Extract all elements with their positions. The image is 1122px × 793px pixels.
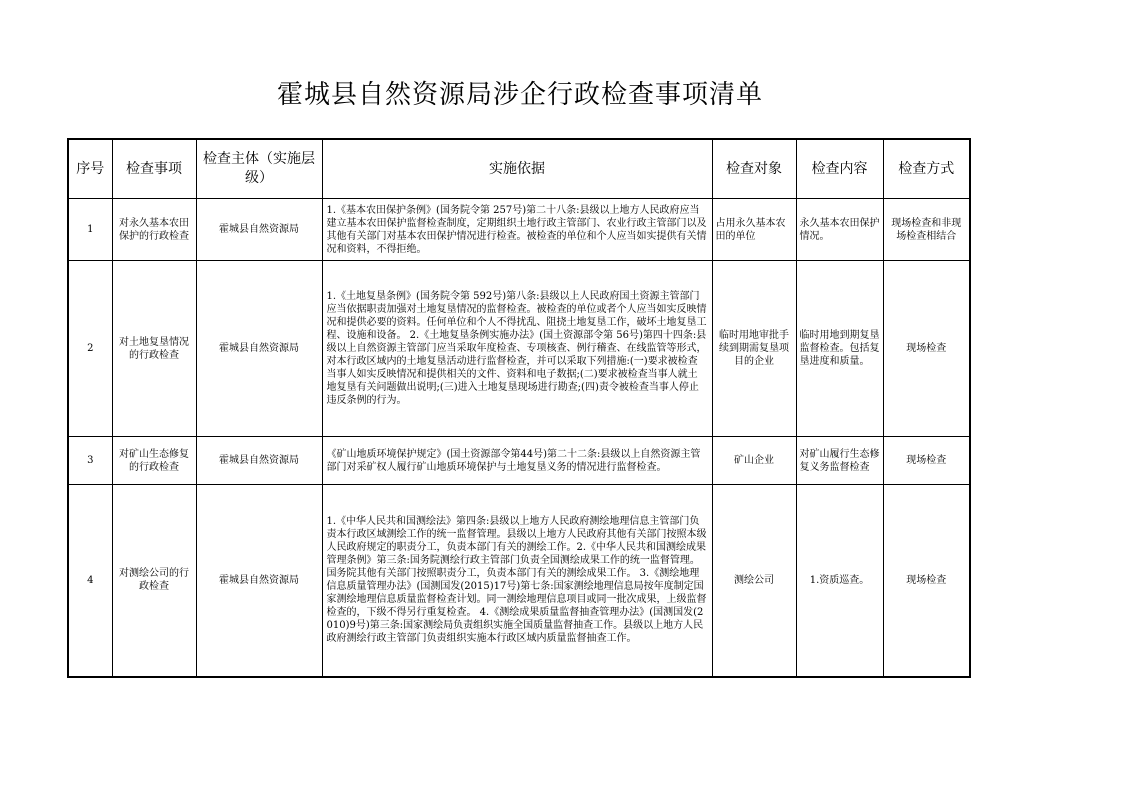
cell-no: 4 [68,485,112,677]
cell-target: 测绘公司 [712,485,796,677]
cell-subject: 霍城县自然资源局 [196,485,322,677]
cell-no: 2 [68,261,112,437]
table-row [68,261,970,437]
page-title: 霍城县自然资源局涉企行政检查事项清单 [276,80,763,110]
cell-content: 1.资质巡查。 [796,485,883,677]
cell-item: 对永久基本农田保护的行政检查 [112,199,196,261]
cell-subject: 霍城县自然资源局 [196,261,322,437]
table-row [68,199,970,261]
cell-method: 现场检查 [883,485,970,677]
inspection-table [67,138,971,678]
cell-item: 对测绘公司的行政检查 [112,485,196,677]
cell-method: 现场检查和非现场检查相结合 [883,199,970,261]
cell-content: 对矿山履行生态修复义务监督检查 [796,437,883,485]
cell-item: 对土地复垦情况的行政检查 [112,261,196,437]
cell-basis: 1.《土地复垦条例》(国务院令第 592号)第八条:县级以上人民政府国土资源主管部门应当依据职责加强对土地复垦情况的监督检查。被检查的单位或者个人应当如实反映情况和提供必要的资料。任何单位和个人不得扰乱、阻挠土地复垦工作，破坏土地复垦工程、设施和设备。 2.《土地复垦条例实施办法》(国土资源部令第 56号)第四十四条:县级以上自然资源主管部门应当采取年度检查、专项核查、例行稽查、在线监管等形式，对本行政区域内的土地复垦活动进行监督检查，并可以采取下列措施:(一)要求被检查当事人如实反映情况和提供相关的文件、资料和电子数据;(二)要求被检查当事人就土地复垦有关问题做出说明;(三)进入土地复垦现场进行勘查;(四)责令被检查当事人停止违反条例的行为。 [322,261,712,437]
cell-basis: 1.《中华人民共和国测绘法》第四条:县级以上地方人民政府测绘地理信息主管部门负责本行政区域测绘工作的统一监督管理。县级以上地方人民政府其他有关部门按照本级人民政府规定的职责分工，负责本部门有关的测绘工作。2.《中华人民共和国测绘成果管理条例》第三条:国务院测绘行政主管部门负责全国测绘成果工作的统一监督管理。国务院其他有关部门按照职责分工，负责本部门有关的测绘成果工作。 3.《测绘地理信息质量管理办法》(国测国发(2015)17号)第七条:国家测绘地理信息局按年度制定国家测绘地理信息质量监督检查计划。同一测绘地理信息项目或同一批次成果，上级监督检查的，下级不得另行重复检查。 4.《测绘成果质量监督抽查管理办法》(国测国发(2010)9号)第三条:国家测绘局负责组织实施全国质量监督抽查工作。县级以上地方人民政府测绘行政主管部门负责组织实施本行政区域内质量监督抽查工作。 [322,485,712,677]
cell-subject: 霍城县自然资源局 [196,437,322,485]
cell-content: 永久基本农田保护情况。 [796,199,883,261]
table-row [68,437,970,485]
header-method: 检查方式 [883,139,970,199]
cell-subject: 霍城县自然资源局 [196,199,322,261]
cell-method: 现场检查 [883,437,970,485]
header-subject: 检查主体（实施层级） [196,139,322,199]
header-target: 检查对象 [712,139,796,199]
table-header-row [68,139,970,199]
cell-target: 矿山企业 [712,437,796,485]
cell-no: 1 [68,199,112,261]
header-content: 检查内容 [796,139,883,199]
cell-target: 临时用地审批手续到期需复垦项目的企业 [712,261,796,437]
cell-basis: 《矿山地质环境保护规定》(国土资源部令第44号)第二十二条:县级以上自然资源主管部门对采矿权人履行矿山地质环境保护与土地复垦义务的情况进行监督检查。 [322,437,712,485]
table-row [68,485,970,677]
header-item: 检查事项 [112,139,196,199]
header-basis: 实施依据 [322,139,712,199]
cell-no: 3 [68,437,112,485]
cell-item: 对矿山生态修复的行政检查 [112,437,196,485]
cell-content: 临时用地到期复垦监督检查。包括复垦进度和质量。 [796,261,883,437]
header-no: 序号 [68,139,112,199]
cell-method: 现场检查 [883,261,970,437]
cell-target: 占用永久基本农田的单位 [712,199,796,261]
cell-basis: 1.《基本农田保护条例》(国务院令第 257号)第二十八条:县级以上地方人民政府应当建立基本农田保护监督检查制度，定期组织土地行政主管部门、农业行政主管部门以及其他有关部门对基本农田保护情况进行检查。被检查的单位和个人应当如实提供有关情况和资料，不得拒绝。 [322,199,712,261]
